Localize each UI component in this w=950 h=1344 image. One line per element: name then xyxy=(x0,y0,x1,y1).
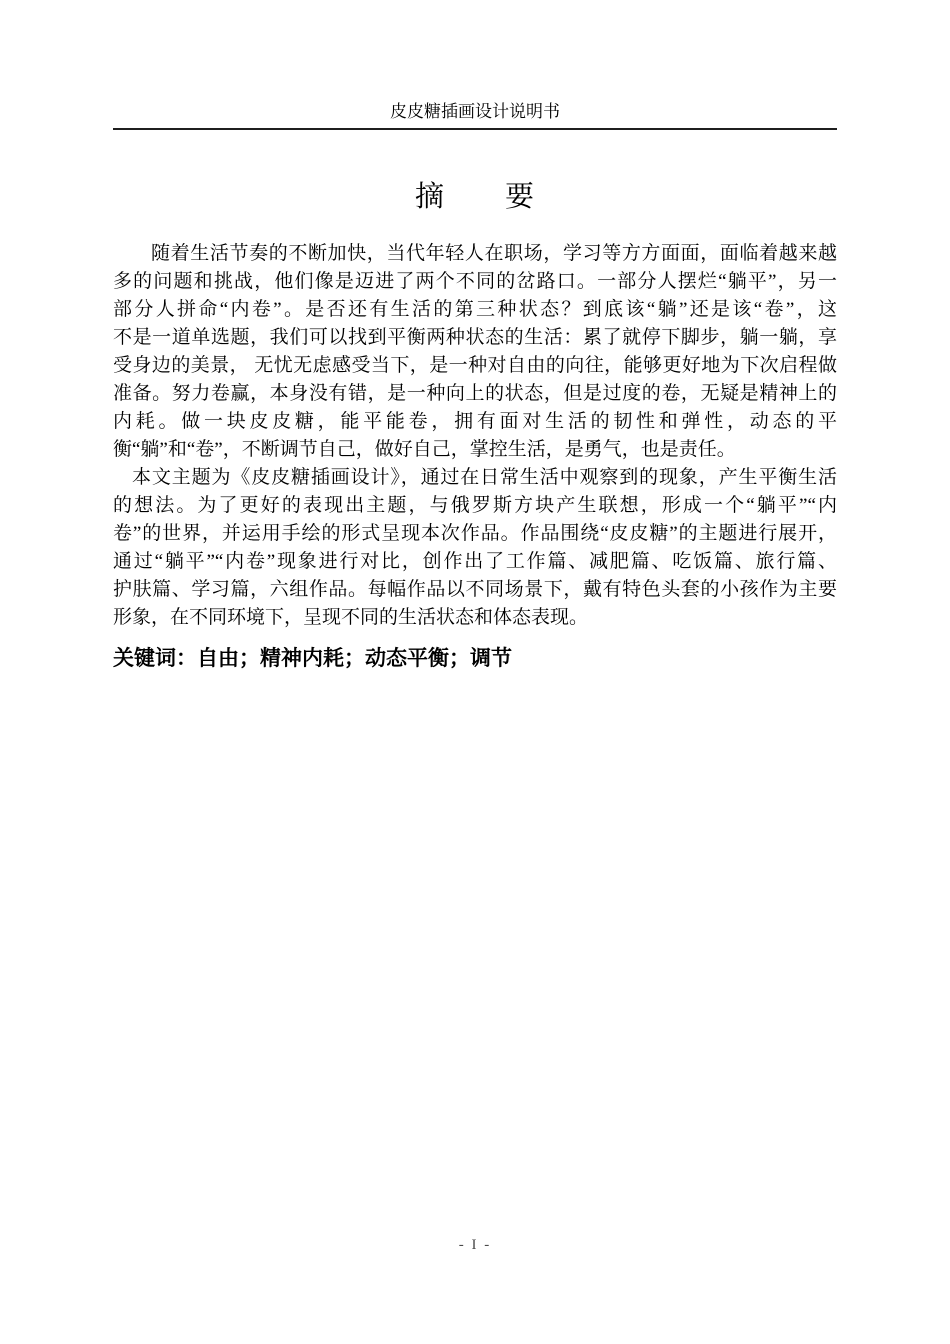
abstract-line: 通过“躺平”“内卷”现象进行对比，创作出了工作篇、减肥篇、吃饭篇、旅行篇、 xyxy=(113,551,837,572)
abstract-title: 摘 要 xyxy=(414,181,535,213)
abstract-line: 随着生活节奏的不断加快，当代年轻人在职场，学习等方方面面，面临着越来越 xyxy=(151,243,837,264)
abstract-line: 的想法。为了更好的表现出主题，与俄罗斯方块产生联想，形成一个“躺平”“内 xyxy=(113,495,837,516)
abstract-line: 准备。努力卷赢，本身没有错，是一种向上的状态，但是过度的卷，无疑是精神上的 xyxy=(113,383,837,404)
abstract-body xyxy=(113,240,837,632)
page-footer xyxy=(0,1236,950,1254)
abstract-line: 形象，在不同环境下，呈现不同的生活状态和体态表现。 xyxy=(113,607,589,628)
abstract-line: 内耗。做一块皮皮糖，能平能卷，拥有面对生活的韧性和弹性，动态的平 xyxy=(113,411,837,432)
abstract-line: 受身边的美景， 无忧无虑感受当下，是一种对自由的向往，能够更好地为下次启程做 xyxy=(113,355,837,376)
abstract-line: 护肤篇、学习篇，六组作品。每幅作品以不同场景下，戴有特色头套的小孩作为主要 xyxy=(113,579,837,600)
abstract-line: 卷”的世界，并运用手绘的形式呈现本次作品。作品围绕“皮皮糖”的主题进行展开， xyxy=(113,523,837,544)
page-number: - I - xyxy=(458,1237,492,1253)
header-title: 皮皮糖插画设计说明书 xyxy=(390,102,560,121)
abstract-line: 多的问题和挑战，他们像是迈进了两个不同的岔路口。一部分人摆烂“躺平”，另一 xyxy=(113,271,837,292)
keywords-line: 关键词：自由；精神内耗；动态平衡；调节 xyxy=(113,647,512,670)
abstract-line: 本文主题为《皮皮糖插画设计》，通过在日常生活中观察到的现象，产生平衡生活 xyxy=(132,467,837,488)
abstract-line: 衡“躺”和“卷”，不断调节自己，做好自己，掌控生活，是勇气，也是责任。 xyxy=(113,439,736,460)
page-header xyxy=(113,100,837,130)
abstract-line: 不是一道单选题，我们可以找到平衡两种状态的生活：累了就停下脚步，躺一躺，享 xyxy=(113,327,837,348)
abstract-line: 部分人拼命“内卷”。是否还有生活的第三种状态？到底该“躺”还是该“卷”，这 xyxy=(113,299,837,320)
